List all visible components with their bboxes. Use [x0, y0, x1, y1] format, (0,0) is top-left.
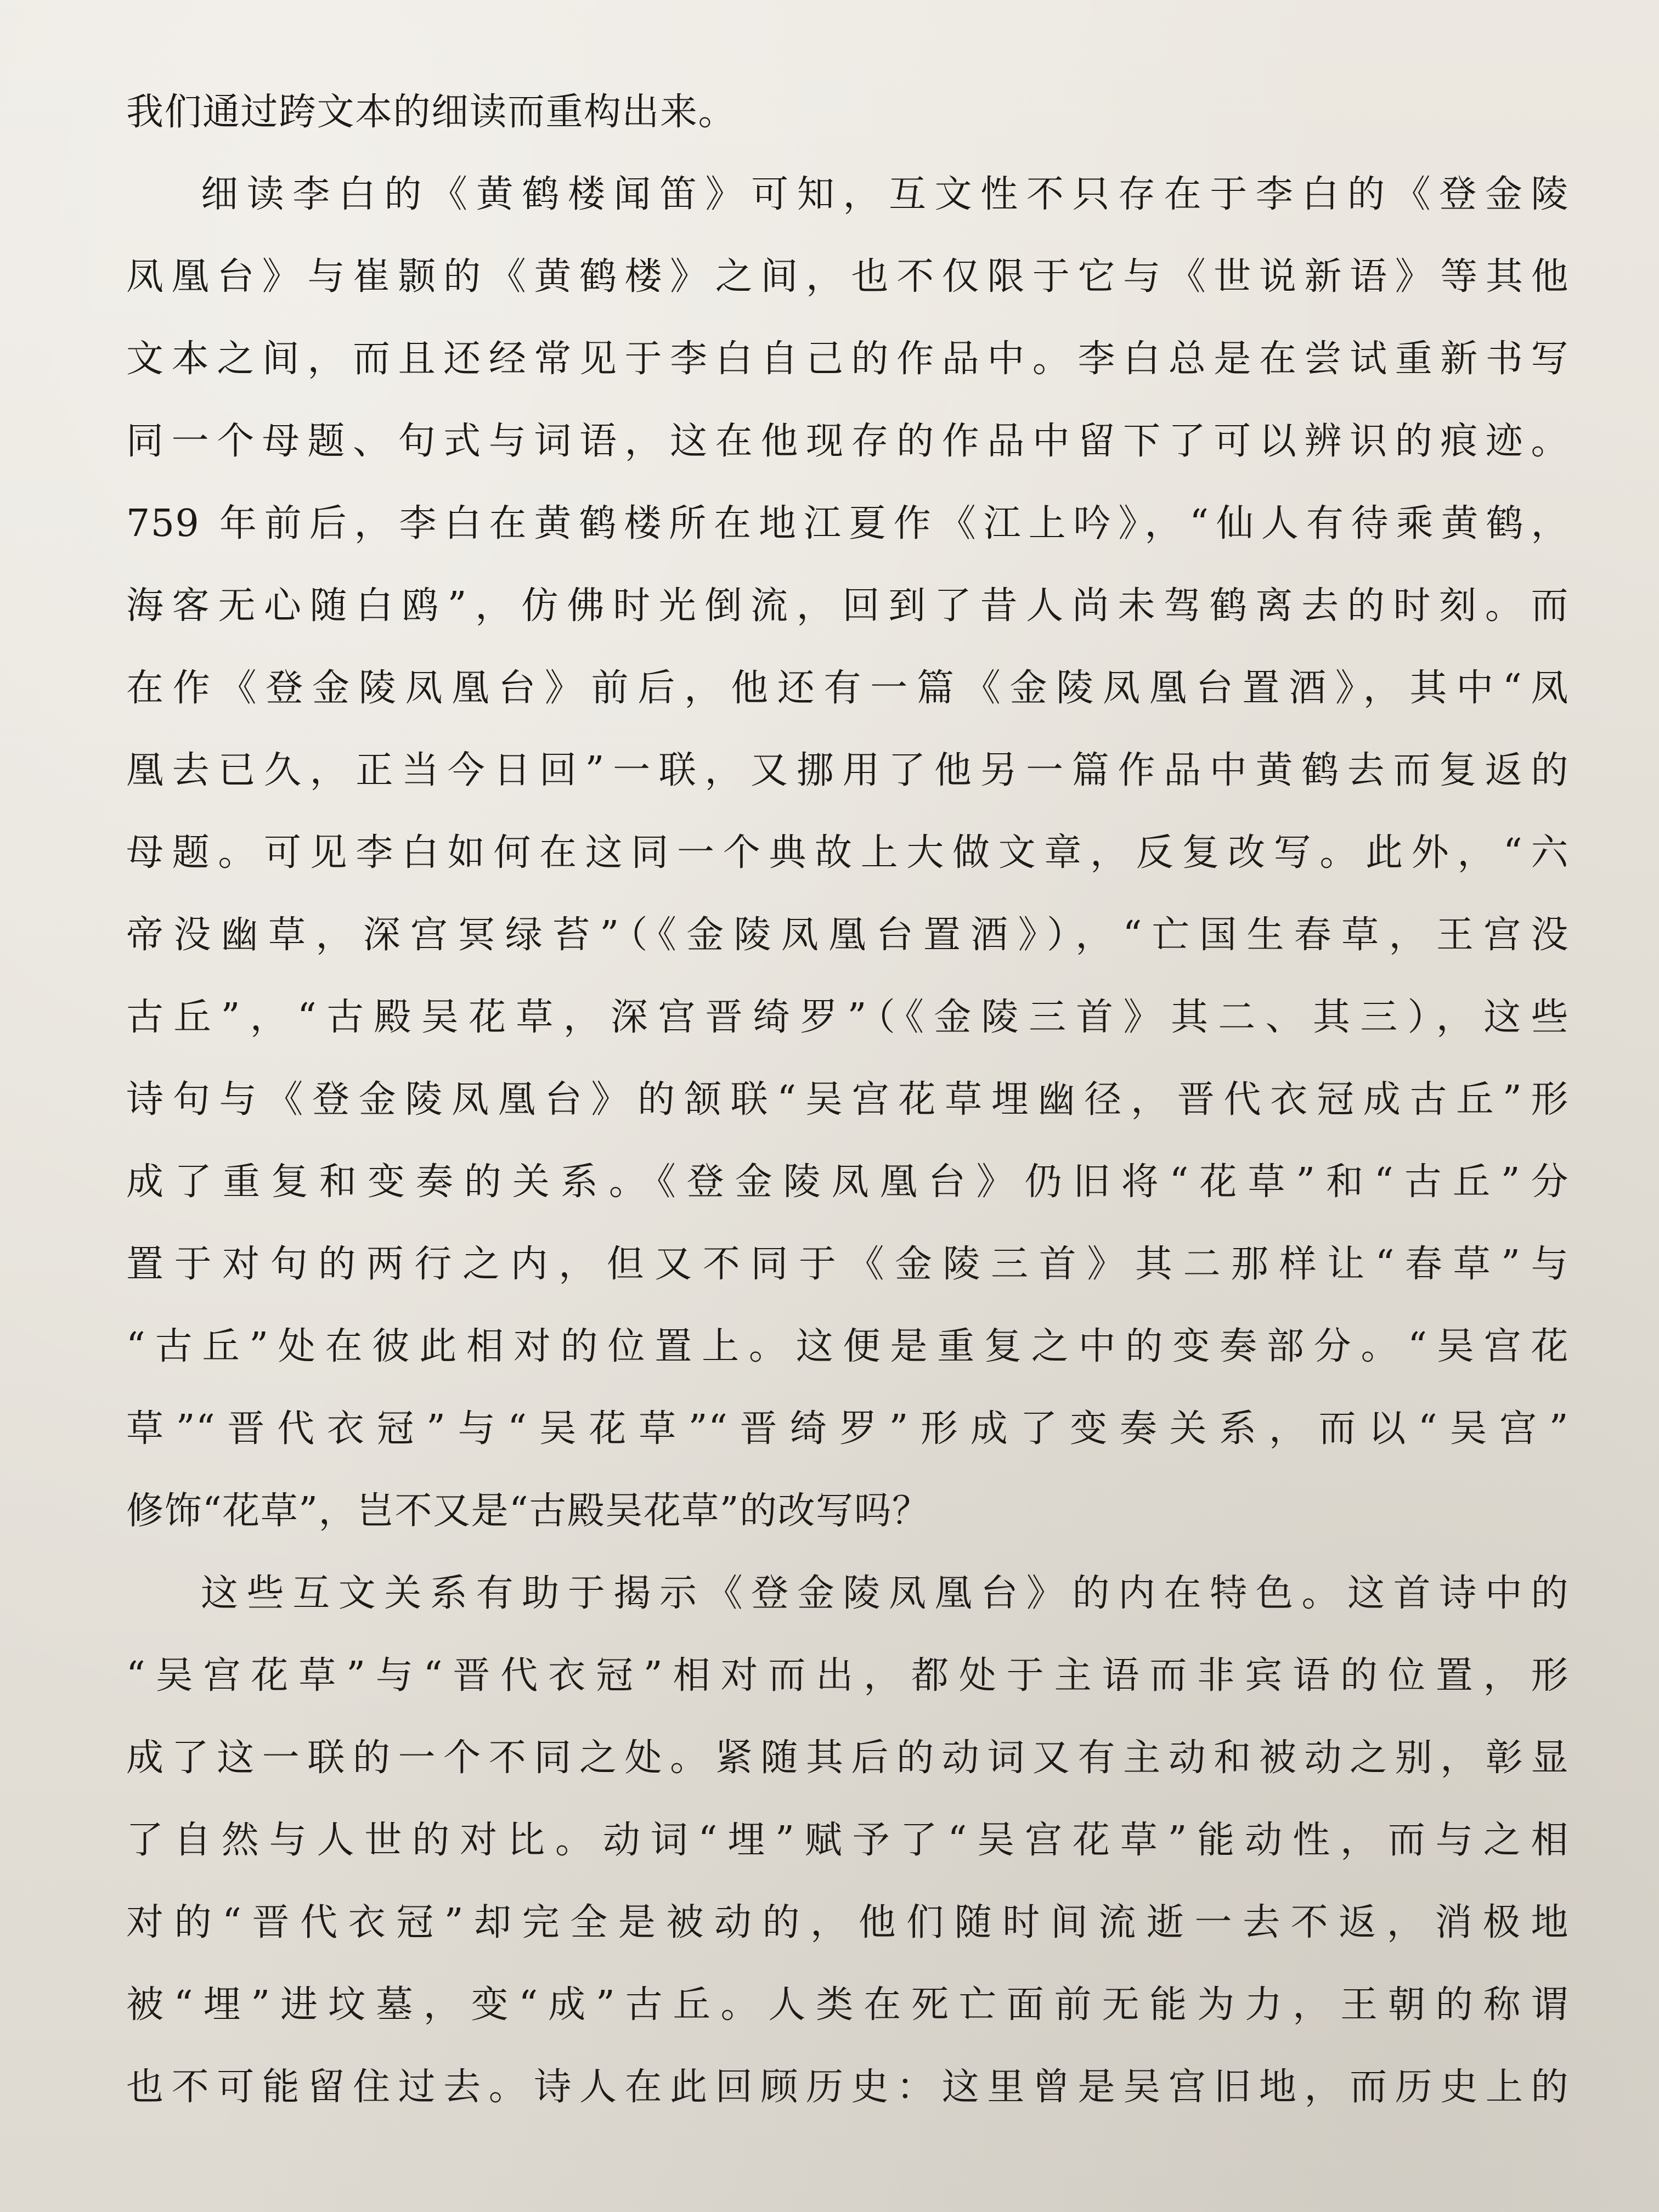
body-text	[126, 71, 1569, 2129]
text-line-21: 成了这一联的一个不同之处。紧随其后的动词又有主动和被动之别，彰显	[126, 1736, 1569, 1780]
text-line-17: 草”“晋代衣冠”与“吴花草”“晋绮罗”形成了变奏关系，而以“吴宫”	[126, 1407, 1569, 1451]
text-line-18: 修饰“花草”，岂不又是“古殿吴花草”的改写吗？	[126, 1489, 930, 1533]
text-line-11: 帝没幽草，深宫冥绿苔”（《金陵凤凰台置酒》），“亡国生春草，王宫没	[126, 913, 1569, 957]
text-line-23: 对的“晋代衣冠”却完全是被动的，他们随时间流逝一去不返，消极地	[126, 1901, 1569, 1944]
text-line-4: 文本之间，而且还经常见于李白自己的作品中。李白总是在尝试重新书写	[126, 337, 1569, 381]
text-line-25: 也不可能留住过去。诗人在此回顾历史：这里曾是吴宫旧地，而历史上的	[126, 2066, 1569, 2109]
text-line-13: 诗句与《登金陵凤凰台》的颔联“吴宫花草埋幽径，晋代衣冠成古丘”形	[126, 1078, 1569, 1121]
text-line-5: 同一个母题、句式与词语，这在他现存的作品中留下了可以辨识的痕迹。	[126, 420, 1569, 463]
text-line-1: 我们通过跨文本的细读而重构出来。	[126, 91, 737, 134]
text-line-10: 母题。可见李白如何在这同一个典故上大做文章，反复改写。此外，“六	[126, 831, 1569, 874]
text-line-9: 凰去已久，正当今日回”一联，又挪用了他另一篇作品中黄鹤去而复返的	[126, 749, 1569, 792]
text-line-2: 细读李白的《黄鹤楼闻笛》可知，互文性不只存在于李白的《登金陵	[201, 173, 1569, 216]
text-line-24: 被“埋”进坟墓，变“成”古丘。人类在死亡面前无能为力，王朝的称谓	[126, 1983, 1569, 2027]
text-line-20: “吴宫花草”与“晋代衣冠”相对而出，都处于主语而非宾语的位置，形	[126, 1654, 1569, 1697]
text-line-16: “古丘”处在彼此相对的位置上。这便是重复之中的变奏部分。“吴宫花	[126, 1325, 1569, 1368]
text-line-7: 海客无心随白鸥”，仿佛时光倒流，回到了昔人尚未驾鹤离去的时刻。而	[126, 584, 1569, 628]
text-line-6: 759 年前后，李白在黄鹤楼所在地江夏作《江上吟》，“仙人有待乘黄鹤，	[126, 502, 1569, 545]
text-line-14: 成了重复和变奏的关系。《登金陵凤凰台》仍旧将“花草”和“古丘”分	[126, 1160, 1569, 1204]
text-line-3: 凤凰台》与崔颢的《黄鹤楼》之间，也不仅限于它与《世说新语》等其他	[126, 255, 1569, 298]
text-line-22: 了自然与人世的对比。动词“埋”赋予了“吴宫花草”能动性，而与之相	[126, 1819, 1569, 1862]
text-line-12: 古丘”，“古殿吴花草，深宫晋绮罗”（《金陵三首》其二、其三），这些	[126, 996, 1569, 1039]
text-line-19: 这些互文关系有助于揭示《登金陵凤凰台》的内在特色。这首诗中的	[201, 1572, 1569, 1615]
text-line-8: 在作《登金陵凤凰台》前后，他还有一篇《金陵凤凰台置酒》，其中“凤	[126, 667, 1569, 710]
text-line-15: 置于对句的两行之内，但又不同于《金陵三首》其二那样让“春草”与	[126, 1243, 1569, 1286]
